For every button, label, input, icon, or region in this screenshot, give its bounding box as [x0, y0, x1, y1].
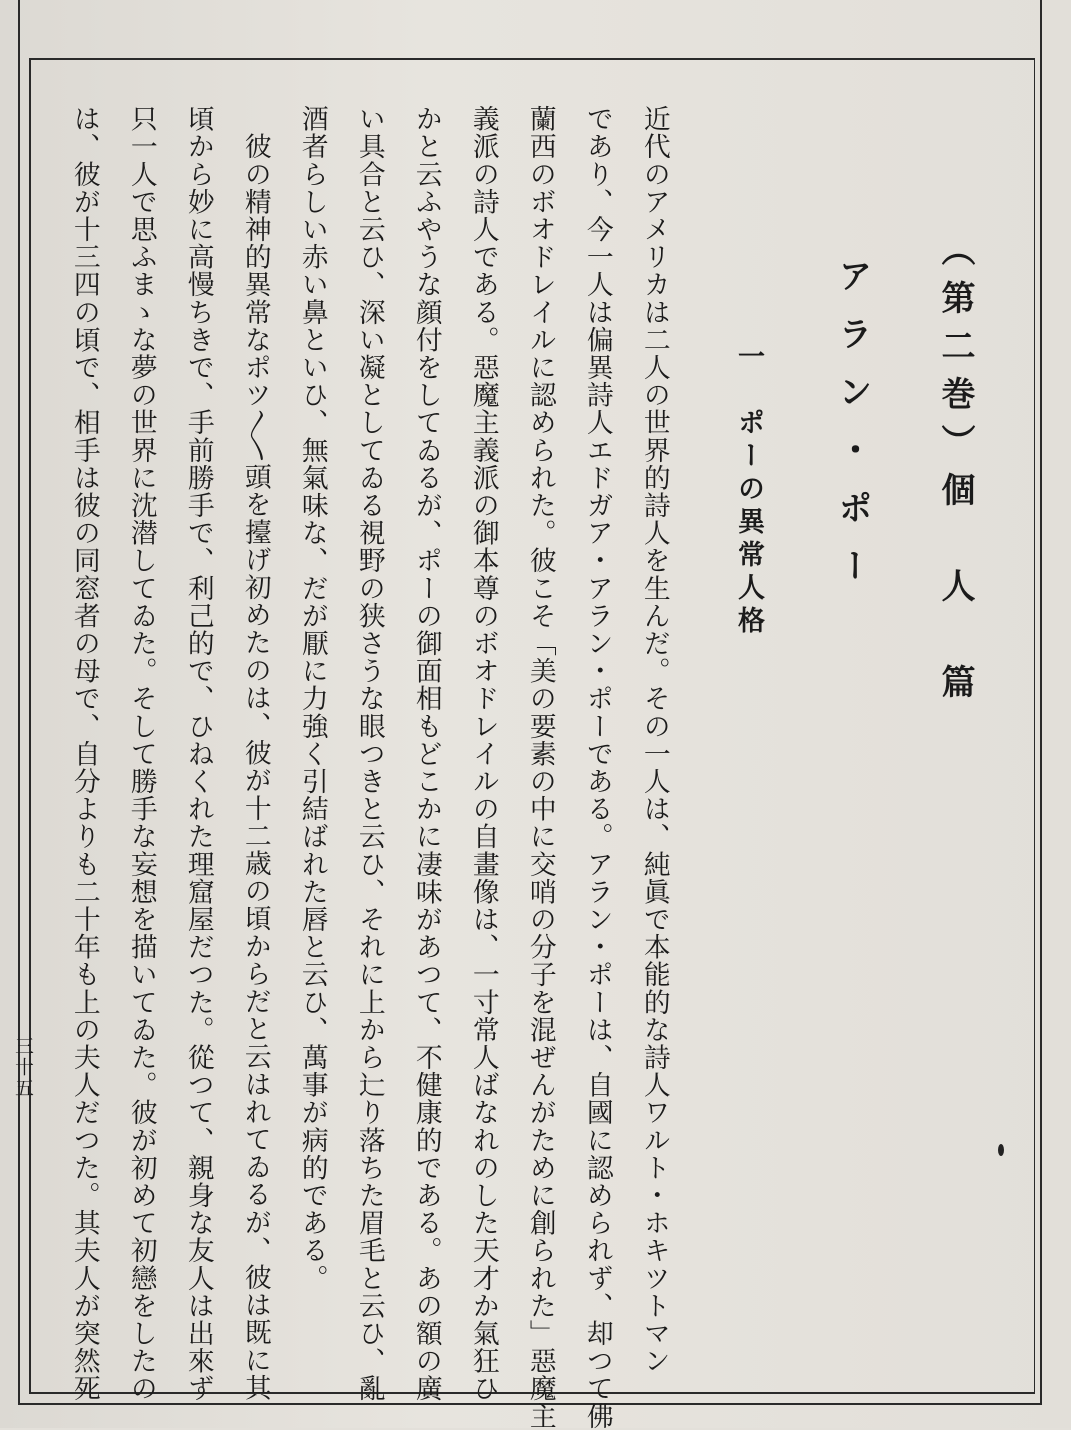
body-line: い具合と云ひ、深い凝としてゐる視野の狭さうな眼つきと云ひ、それに上から辷り落ちた眉毛と云ひ、亂	[353, 105, 385, 1403]
body-line: 酒者らしい赤い鼻といひ、無氣味な、だが厭に力強く引結ばれた唇と云ひ、萬事が病的である。	[296, 105, 328, 1292]
body-line: は、彼が十三四の頃で、相手は彼の同窓者の母で、自分よりも二十年も上の夫人だつた。其夫人が突然死	[68, 105, 100, 1403]
body-line: であり、今一人は偏異詩人エドガア・アラン・ポーである。アラン・ポーは、自國に認められず、却つて佛	[581, 105, 613, 1430]
body-line: 頃から妙に高慢ちきで、手前勝手で、利己的で、ひねくれた理窟屋だつた。從つて、親身な友人は出來ず	[182, 105, 214, 1403]
chapter-title: アラン・ポー	[832, 258, 872, 606]
section-title: 一 ポーの異常人格	[733, 342, 764, 639]
page-number: 三十五	[12, 1036, 34, 1099]
body-line: 蘭西のボオドレイルに認められた。彼こそ「美の要素の中に交哨の分子を混ぜんがために創られた」惡魔主	[524, 105, 556, 1430]
body-line: 彼の精神的異常なポツ〳〵頭を擡げ初めたのは、彼が十二歳の頃からだと云はれてゐるが、彼は既に其	[239, 105, 271, 1402]
ink-spot	[998, 1144, 1004, 1156]
body-line: 近代のアメリカは二人の世界的詩人を生んだ。その一人は、純眞で本能的な詩人ワルト・ホキツトマン	[638, 105, 670, 1375]
body-line: かと云ふやうな顔付をしてゐるが、ポーの御面相もどこかに凄味があつて、不健康的である。あの額の廣	[410, 105, 442, 1403]
body-line: 只一人で思ふまゝな夢の世界に沈潜してゐた。そして勝手な妄想を描いてゐた。彼が初めて初戀をしたの	[125, 105, 157, 1403]
body-line: 義派の詩人である。惡魔主義派の御本尊のボオドレイルの自畫像は、一寸常人ばなれのした天才か氣狂ひ	[467, 105, 499, 1403]
volume-heading: （第二巻）個 人 篇	[935, 232, 975, 712]
